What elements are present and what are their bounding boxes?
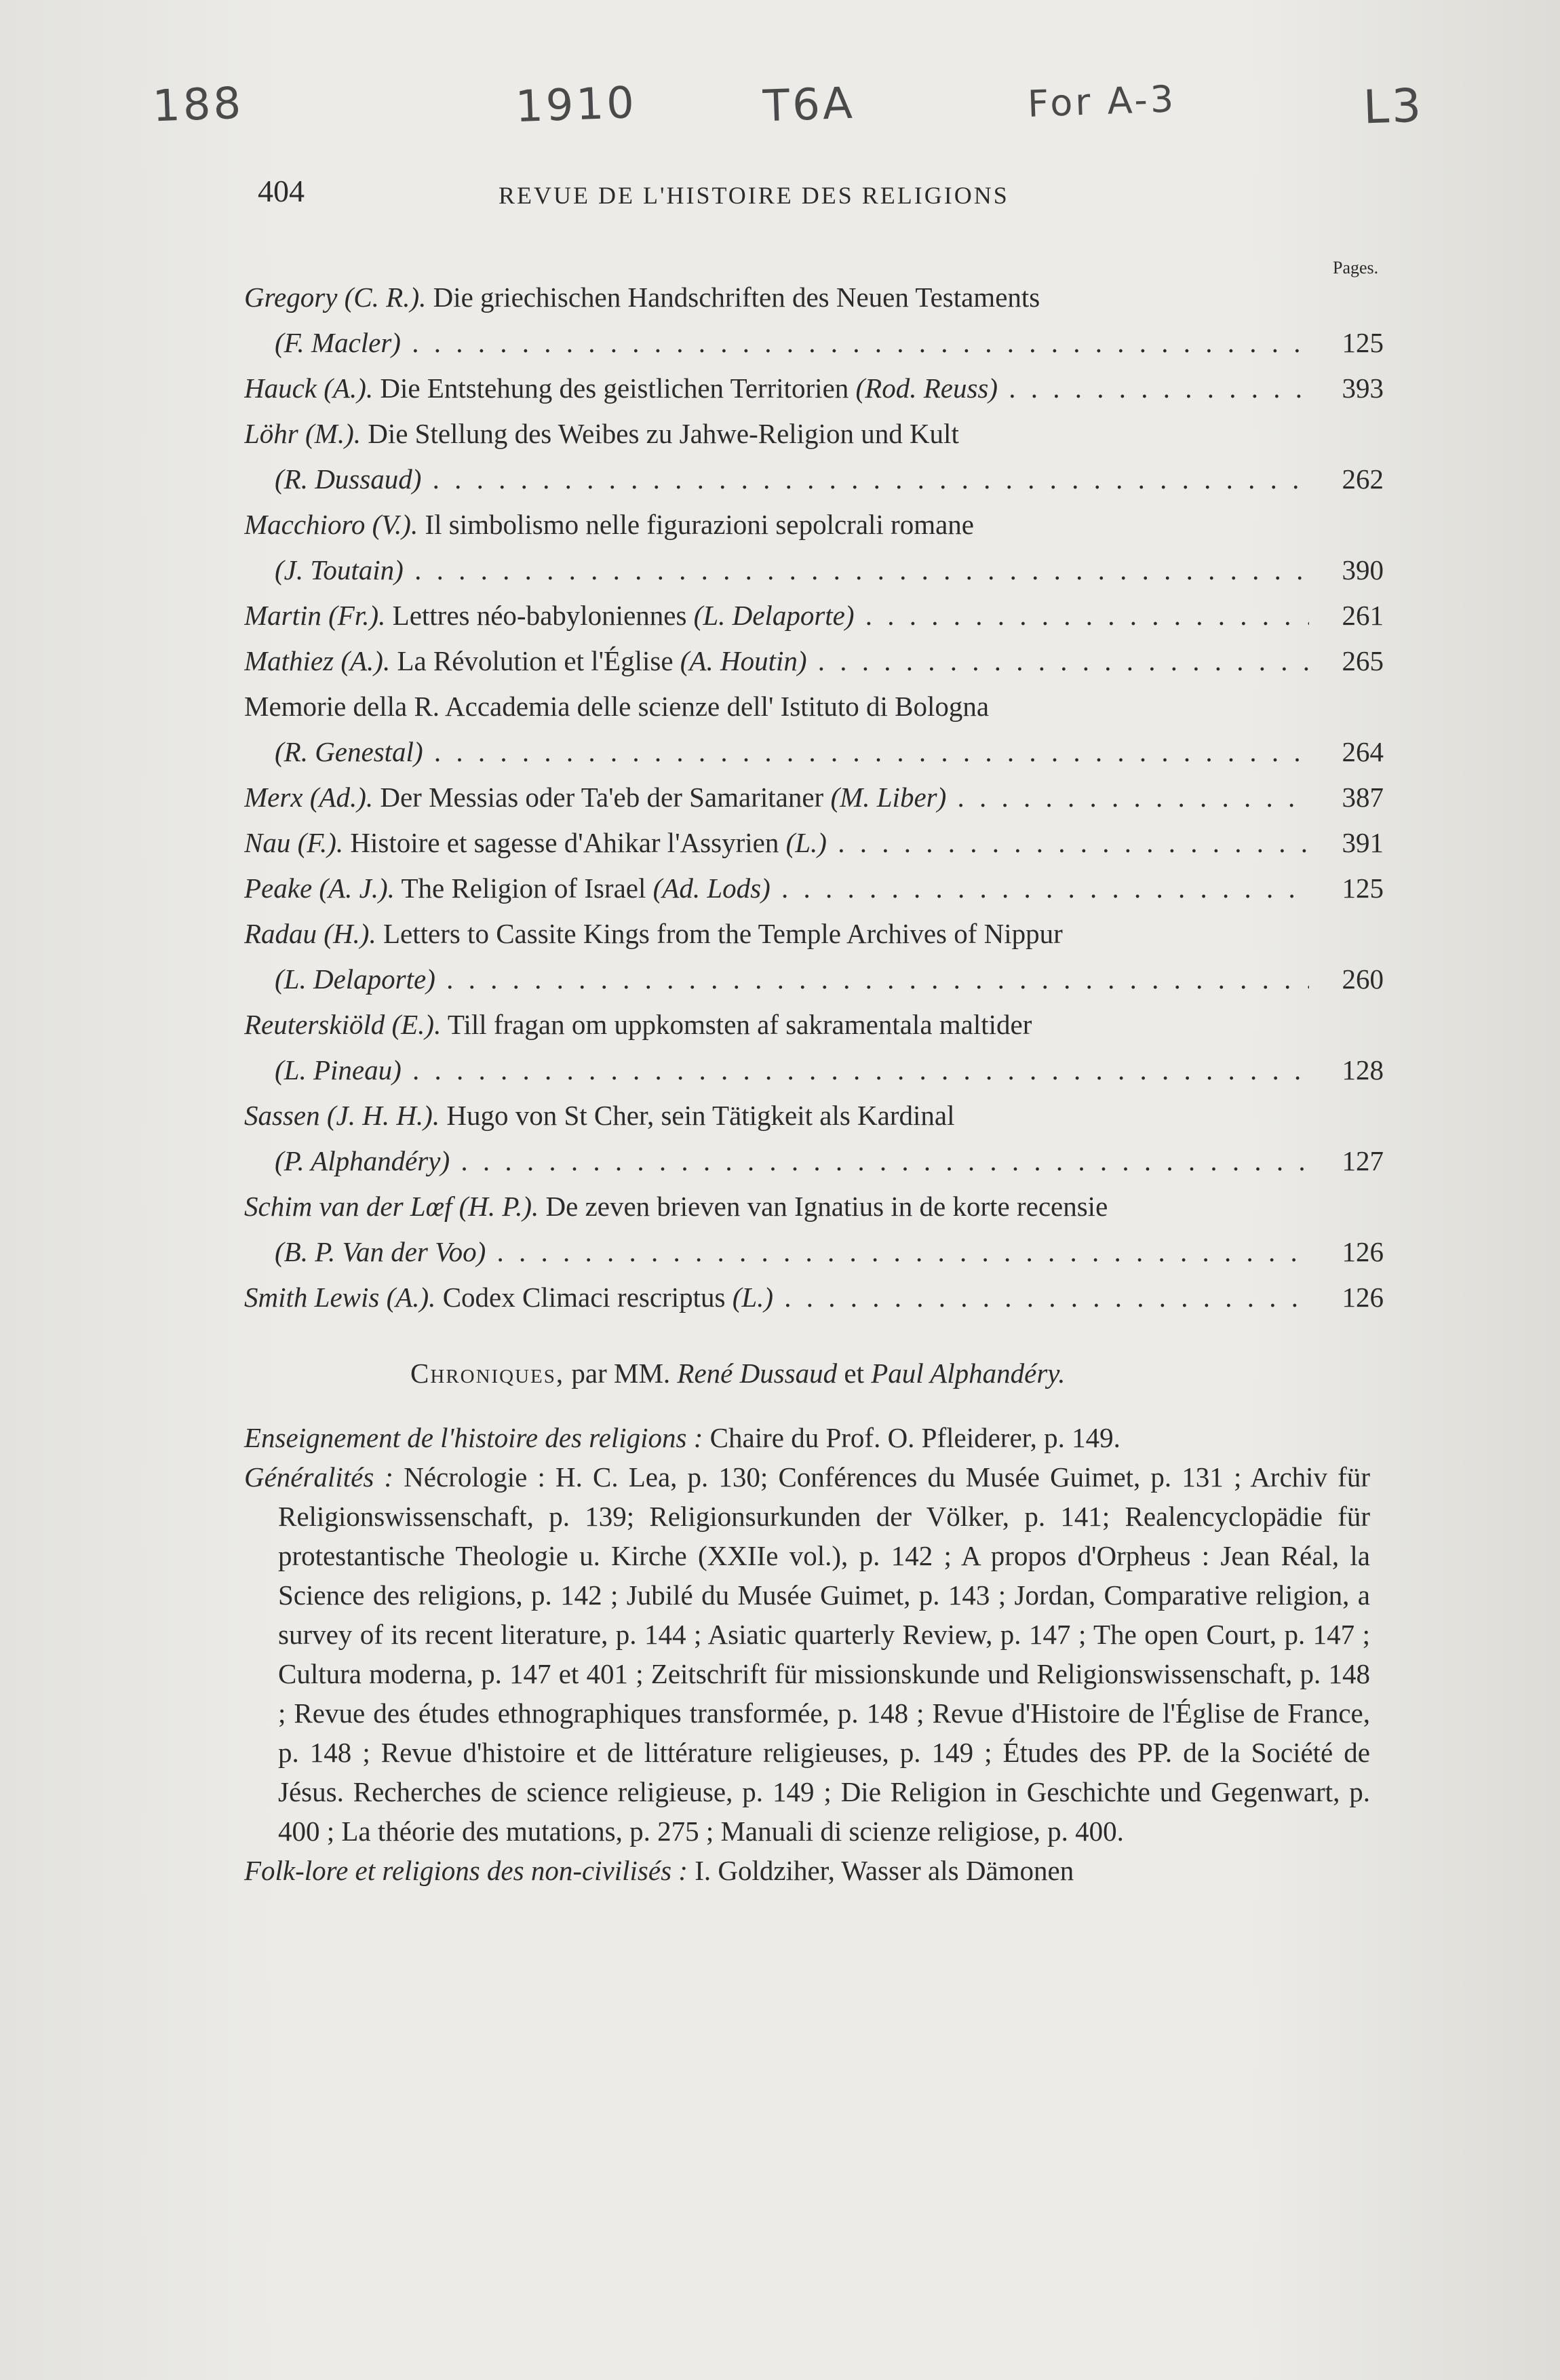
entry-page: 127	[1342, 1145, 1384, 1176]
list-item	[244, 275, 1384, 366]
entry-author: Martin (Fr.).	[244, 600, 386, 631]
entry-page: 261	[1342, 600, 1384, 631]
chroniques-heading	[410, 1357, 1065, 1389]
entry-author: Macchioro (V.).	[244, 509, 418, 540]
entry-title: Die griechischen Handschriften des Neuen Testaments	[433, 282, 1040, 313]
chroniques-label: Chroniques,	[410, 1358, 565, 1389]
entry-title: Il simbolismo nelle figurazioni sepolcrali romane	[425, 509, 974, 540]
entry-reviewer: (F. Macler)	[275, 327, 401, 358]
entry-title: Codex Climaci rescriptus	[442, 1282, 726, 1313]
entry-page: 390	[1342, 554, 1384, 586]
pages-column-label: Pages.	[1333, 258, 1379, 277]
entry-title: Histoire et sagesse d'Ahikar l'Assyrien	[350, 827, 779, 858]
handnote: For A-3	[1026, 77, 1177, 126]
list-item	[244, 411, 1384, 502]
list-item	[244, 1002, 1384, 1093]
entry-author: Löhr (M.).	[244, 418, 361, 449]
section-heading: Généralités :	[244, 1461, 394, 1493]
list-item	[244, 866, 1384, 911]
entry-author: Merx (Ad.).	[244, 782, 374, 813]
entry-title: The Religion of Israel	[401, 872, 646, 904]
list-item	[244, 775, 1384, 820]
section-paragraph	[244, 1418, 1370, 1457]
page-header	[258, 173, 1397, 220]
entry-reviewer: (Rod. Reuss)	[855, 372, 998, 404]
entry-page: 126	[1342, 1282, 1384, 1313]
chroniques-author-2: Paul Alphandéry.	[871, 1358, 1066, 1389]
entry-page: 126	[1342, 1236, 1384, 1267]
review-index-list	[244, 275, 1384, 1320]
entry-page: 262	[1342, 463, 1384, 495]
page-number: 404	[258, 174, 305, 208]
entry-author: Sassen (J. H. H.).	[244, 1100, 440, 1131]
handnote: 188	[151, 78, 245, 132]
list-item	[244, 911, 1384, 1002]
list-item	[244, 502, 1384, 593]
entry-title: Till fragan om uppkomsten af sakramentala maltider	[447, 1009, 1032, 1040]
entry-reviewer: (L. Pineau)	[275, 1054, 402, 1086]
entry-title: Die Stellung des Weibes zu Jahwe-Religion und Kult	[368, 418, 959, 449]
entry-reviewer: (L.)	[785, 827, 827, 858]
entry-reviewer: (R. Genestal)	[275, 736, 423, 767]
entry-page: 391	[1342, 827, 1384, 858]
entry-title: De zeven brieven van Ignatius in de korte recensie	[545, 1191, 1108, 1222]
chroniques-author-1: René Dussaud	[677, 1358, 838, 1389]
section-text: Chaire du Prof. O. Pfleiderer, p. 149.	[709, 1422, 1120, 1453]
entry-reviewer: (R. Dussaud)	[275, 463, 422, 495]
entry-author: Peake (A. J.).	[244, 872, 395, 904]
section-paragraph	[244, 1457, 1370, 1851]
entry-title: Memorie della R. Accademia delle scienze dell' Istituto di Bologna	[244, 691, 990, 722]
entry-reviewer: (L. Delaporte)	[275, 963, 435, 995]
entry-page: 260	[1342, 963, 1384, 995]
entry-title: Der Messias oder Ta'eb der Samaritaner	[380, 782, 824, 813]
entry-reviewer: (L.)	[732, 1282, 774, 1313]
entry-title: Letters to Cassite Kings from the Temple Archives of Nippur	[383, 918, 1063, 949]
entry-title: Die Entstehung des geistlichen Territorien	[380, 372, 849, 404]
list-item	[244, 593, 1384, 638]
entry-title: La Révolution et l'Église	[397, 645, 674, 676]
entry-author: Radau (H.).	[244, 918, 376, 949]
handnote: T6A	[762, 78, 856, 132]
entry-title: Lettres néo-babyloniennes	[392, 600, 687, 631]
list-item	[244, 684, 1384, 775]
handnote: L3	[1362, 79, 1425, 135]
entry-author: Reuterskiöld (E.).	[244, 1009, 442, 1040]
handnote: 1910	[514, 77, 638, 133]
entry-reviewer: (A. Houtin)	[680, 645, 807, 676]
entry-page: 128	[1342, 1054, 1384, 1086]
chroniques-and: et	[844, 1358, 864, 1389]
entry-page: 393	[1342, 372, 1384, 404]
entry-page: 125	[1342, 327, 1384, 358]
section-heading: Folk-lore et religions des non-civilisés :	[244, 1855, 688, 1886]
list-item	[244, 1093, 1384, 1184]
list-item	[244, 1275, 1384, 1320]
entry-author: Smith Lewis (A.).	[244, 1282, 436, 1313]
entry-author: Schim van der Lœf (H. P.).	[244, 1191, 539, 1222]
running-title: REVUE DE L'HISTOIRE DES RELIGIONS	[499, 182, 1009, 209]
entry-reviewer: (J. Toutain)	[275, 554, 404, 586]
section-heading: Enseignement de l'histoire des religions :	[244, 1422, 703, 1453]
section-paragraph	[244, 1851, 1370, 1890]
entry-reviewer: (B. P. Van der Voo)	[275, 1236, 486, 1267]
chroniques-body	[244, 1418, 1370, 1890]
entry-reviewer: (M. Liber)	[830, 782, 947, 813]
list-item	[244, 820, 1384, 866]
entry-page: 125	[1342, 872, 1384, 904]
list-item	[244, 638, 1384, 684]
entry-page: 264	[1342, 736, 1384, 767]
chroniques-by: par MM.	[571, 1358, 671, 1389]
entry-reviewer: (L. Delaporte)	[693, 600, 855, 631]
list-item	[244, 366, 1384, 411]
entry-author: Mathiez (A.).	[244, 645, 391, 676]
entry-author: Nau (F.).	[244, 827, 344, 858]
section-text: I. Goldziher, Wasser als Dämonen	[695, 1855, 1074, 1886]
entry-reviewer: (Ad. Lods)	[652, 872, 771, 904]
entry-title: Hugo von St Cher, sein Tätigkeit als Kardinal	[446, 1100, 955, 1131]
entry-page: 387	[1342, 782, 1384, 813]
entry-reviewer: (P. Alphandéry)	[275, 1145, 450, 1176]
entry-author: Gregory (C. R.).	[244, 282, 427, 313]
entry-page: 265	[1342, 645, 1384, 676]
section-text: Nécrologie : H. C. Lea, p. 130; Conférences du Musée Guimet, p. 131 ; Archiv für Religionswissenschaft, p. 139; Religionsurkunden der Völker, p. 141; Realencyclopädie für protestantische Theologie u. Kirche (XXIIe vol.), p. 142 ; A propos d'Orpheus : Jean Réal, la Science des religions, p. 142 ; Jubilé du Musée Guimet, p. 143 ; Jordan, Comparative religion, a survey of its recent literature, p. 144 ; Asiatic quarterly Review, p. 147 ; The open Court, p. 147 ; Cultura moderna, p. 147 et 401 ; Zeitschrift für missionskunde und Religionswissenschaft, p. 148 ; Revue des études ethnographiques transformée, p. 148 ; Revue d'Histoire de l'Église de France, p. 148 ; Revue d'histoire et de littérature religieuses, p. 149 ; Études des PP. de la Société de Jésus. Recherches de science religieuse, p. 149 ; Die Religion in Geschichte und Gegenwart, p. 400 ; La théorie des mutations, p. 275 ; Manuali di scienze religiose, p. 400.	[278, 1461, 1370, 1847]
entry-author: Hauck (A.).	[244, 372, 374, 404]
list-item	[244, 1184, 1384, 1275]
